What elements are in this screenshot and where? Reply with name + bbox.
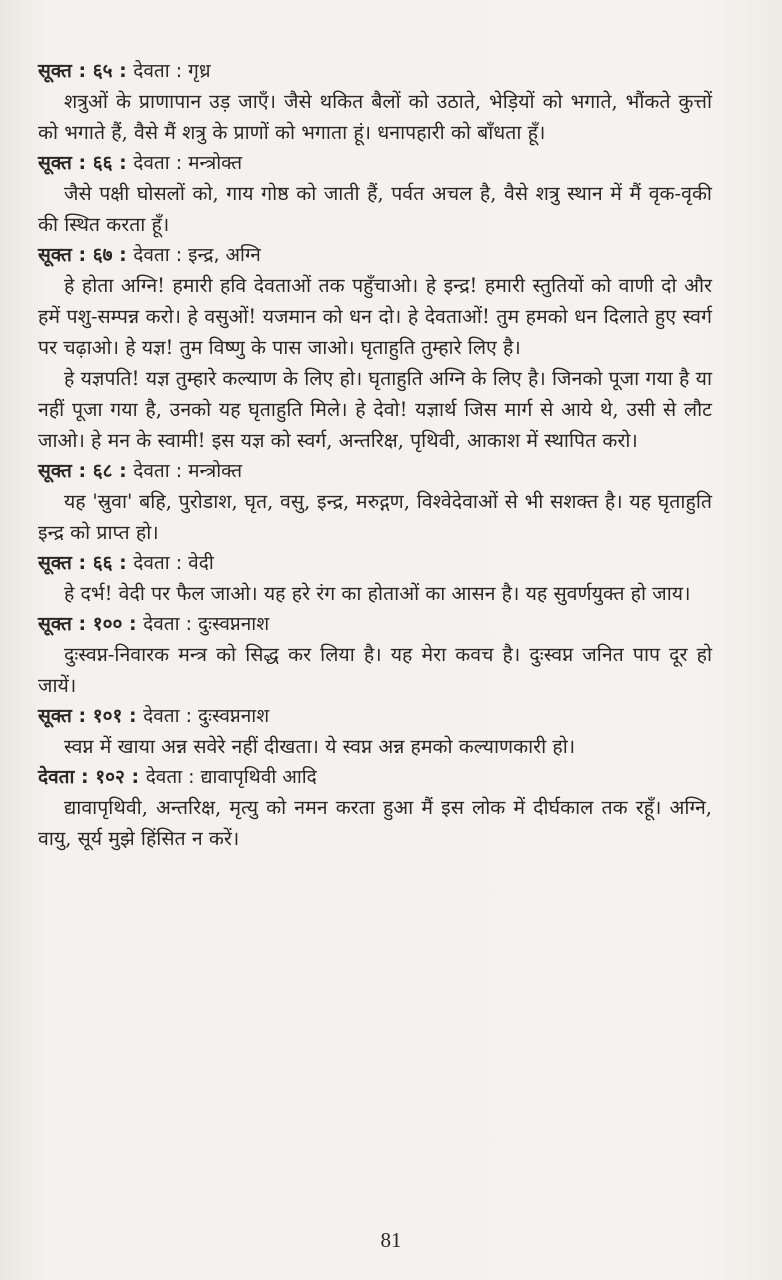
heading-label: सूक्त	[38, 152, 72, 174]
paragraph: हे होता अग्नि! हमारी हवि देवताओं तक पहुँचाओ। हे इन्द्र! हमारी स्तुतियों को वाणी दो और हमें पशु-सम्पन्न करो। हे वसुओं! यजमान को धन दो। हे देवताओं! तुम हमको धन दिलाते हुए स्वर्ग पर चढ़ाओ। हे यज्ञ! तुम विष्णु के पास जाओ। घृताहुति तुम्हारे लिए है।	[38, 274, 712, 359]
heading-deity: देवता : इन्द्र, अग्नि	[133, 244, 261, 266]
sukta-heading: सूक्त : ६६ : देवता : मन्त्रोक्त	[38, 152, 243, 174]
sukta-101	[38, 701, 712, 762]
paragraph: हे यज्ञपति! यज्ञ तुम्हारे कल्याण के लिए हो। घृताहुति अग्नि के लिए है। जिनको पूजा गया है या नहीं पूजा गया है, उनको यह घृताहुति मिले। हे देवो! यज्ञार्थ जिस मार्ग से आये थे, उसी से लौट जाओ। हे मन के स्वामी! इस यज्ञ को स्वर्ग, अन्तरिक्ष, पृथिवी, आकाश में स्थापित करो।	[38, 367, 712, 452]
heading-deity: देवता : द्यावापृथिवी आदि	[145, 766, 317, 788]
heading-deity: देवता : वेदी	[133, 552, 214, 574]
heading-number: ६६	[92, 152, 113, 174]
heading-number: १०१	[92, 705, 123, 727]
heading-label: देवता	[38, 766, 75, 788]
sukta-heading: सूक्त : ६५ : देवता : गृध्र	[38, 60, 211, 82]
heading-number: ६६	[92, 552, 113, 574]
sukta-68	[38, 456, 712, 548]
heading-label: सूक्त	[38, 613, 72, 635]
page-body	[38, 56, 712, 854]
sukta-67	[38, 240, 712, 456]
heading-deity: देवता : दुःस्वप्ननाश	[143, 613, 270, 635]
sukta-heading: सूक्त : ६७ : देवता : इन्द्र, अग्नि	[38, 244, 261, 266]
sukta-heading: सूक्त : १०० : देवता : दुःस्वप्ननाश	[38, 613, 270, 635]
heading-number: ६८	[92, 460, 113, 482]
paragraph: द्यावापृथिवी, अन्तरिक्ष, मृत्यु को नमन करता हुआ मैं इस लोक में दीर्घकाल तक रहूँ। अग्नि, वायु, सूर्य मुझे हिंसित न करें।	[38, 796, 712, 850]
sukta-69	[38, 548, 712, 609]
heading-label: सूक्त	[38, 552, 72, 574]
paragraph: हे दर्भ! वेदी पर फैल जाओ। यह हरे रंग का होताओं का आसन है। यह सुवर्णयुक्त हो जाय।	[64, 582, 691, 605]
heading-deity: देवता : मन्त्रोक्त	[133, 152, 243, 174]
page-number: 81	[380, 1228, 402, 1252]
sukta-100	[38, 609, 712, 701]
sukta-102	[38, 762, 712, 854]
heading-number: ६५	[92, 60, 113, 82]
heading-number: १००	[92, 613, 123, 635]
heading-deity: देवता : गृध्र	[133, 60, 211, 82]
heading-label: सूक्त	[38, 460, 72, 482]
sukta-65	[38, 56, 712, 148]
sukta-heading: देवता : १०२ : देवता : द्यावापृथिवी आदि	[38, 766, 317, 788]
paragraph: दुःस्वप्न-निवारक मन्त्र को सिद्ध कर लिया है। यह मेरा कवच है। दुःस्वप्न जनित पाप दूर हो जायें।	[38, 643, 712, 697]
paragraph: स्वप्न में खाया अन्न सवेरे नहीं दीखता। ये स्वप्न अन्न हमको कल्याणकारी हो।	[64, 735, 576, 758]
heading-number: ६७	[92, 244, 113, 266]
heading-label: सूक्त	[38, 244, 72, 266]
paragraph: यह 'स्रुवा' बहि, पुरोडाश, घृत, वसु, इन्द्र, मरुद्गण, विश्वेदेवाओं से भी सशक्त है। यह घृताहुति इन्द्र को प्राप्त हो।	[38, 490, 712, 544]
heading-deity: देवता : दुःस्वप्ननाश	[143, 705, 270, 727]
sukta-heading: सूक्त : ६६ : देवता : वेदी	[38, 552, 214, 574]
paragraph: जैसे पक्षी घोसलों को, गाय गोष्ठ को जाती हैं, पर्वत अचल है, वैसे शत्रु स्थान में मैं वृक-वृकी की स्थित करता हूँ।	[38, 182, 712, 236]
heading-label: सूक्त	[38, 705, 72, 727]
sukta-heading: सूक्त : १०१ : देवता : दुःस्वप्ननाश	[38, 705, 270, 727]
heading-label: सूक्त	[38, 60, 72, 82]
paragraph: शत्रुओं के प्राणापान उड़ जाएँ। जैसे थकित बैलों को उठाते, भेड़ियों को भगाते, भौंकते कुत्तों को भगाते हैं, वैसे मैं शत्रु के प्राणों को भगाता हूं। धनापहारी को बाँधता हूँ।	[38, 90, 712, 144]
heading-number: १०२	[95, 766, 125, 788]
heading-deity: देवता : मन्त्रोक्त	[133, 460, 243, 482]
sukta-66	[38, 148, 712, 240]
sukta-heading: सूक्त : ६८ : देवता : मन्त्रोक्त	[38, 460, 243, 482]
